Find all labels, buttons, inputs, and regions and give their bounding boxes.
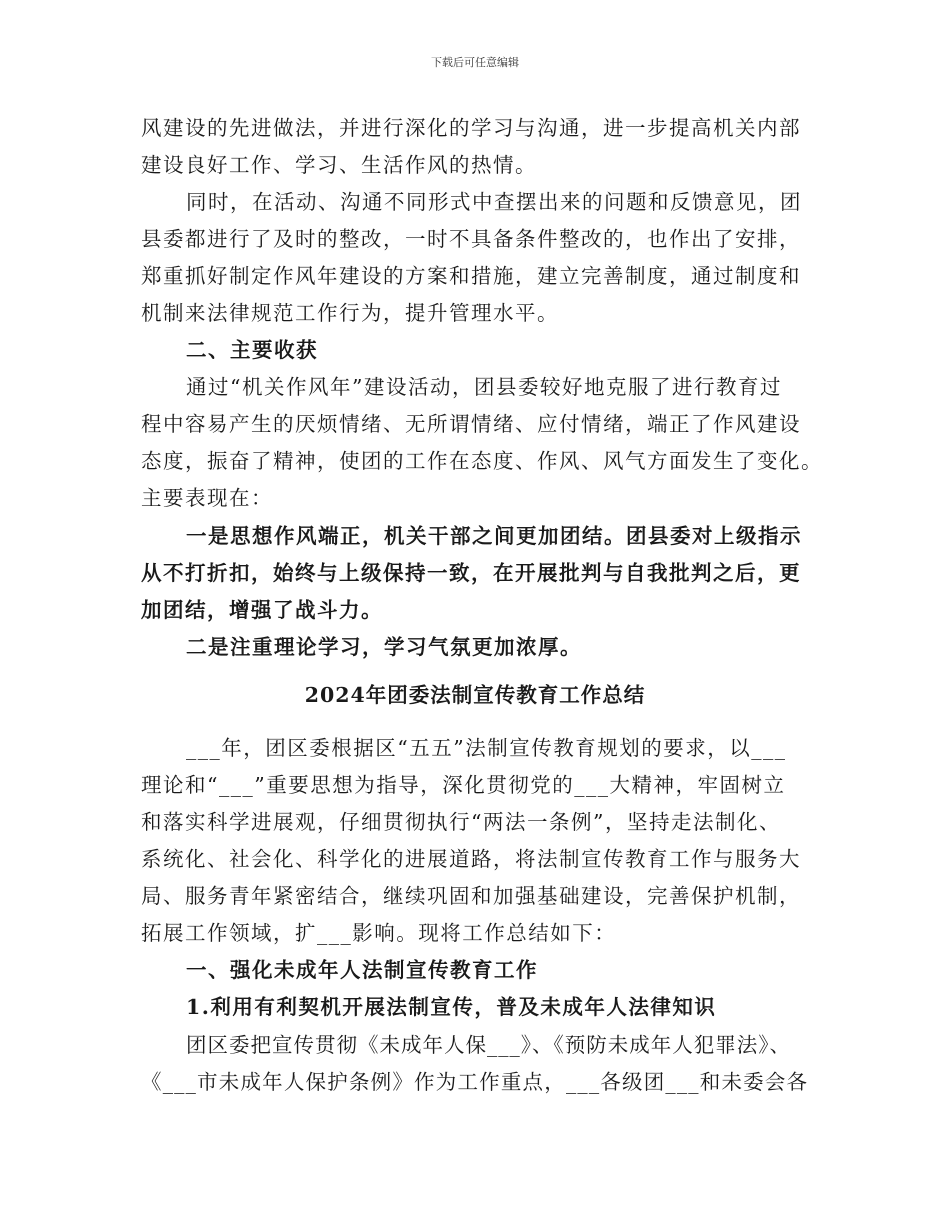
bold-paragraph-line: 加团结，增强了战斗力。 — [141, 598, 383, 622]
paragraph-line: 程中容易产生的厌烦情绪、无所谓情绪、应付情绪，端正了作风建设 — [141, 412, 801, 436]
paragraph-line: 风建设的先进做法，并进行深化的学习与沟通，进一步提高机关内部 — [141, 116, 801, 140]
paragraph-line: 态度，振奋了精神，使团的工作在态度、作风、风气方面发生了变化。 — [141, 449, 823, 473]
paragraph-line: 和落实科学进展观，仔细贯彻执行“两法一条例”，坚持走法制化、 — [141, 810, 781, 834]
paragraph-line: 机制来法律规范工作行为，提升管理水平。 — [141, 301, 559, 325]
paragraph-line: 局、服务青年紧密结合，继续巩固和加强基础建设，完善保护机制， — [141, 884, 801, 908]
document-title: 2024年团委法制宣传教育工作总结 — [304, 683, 646, 707]
paragraph-line: 《___市未成年人保护条例》作为工作重点，___各级团___和未委会各 — [141, 1070, 809, 1094]
paragraph-line: 郑重抓好制定作风年建设的方案和措施，建立完善制度，通过制度和 — [141, 264, 801, 288]
bold-paragraph-line: 一是思想作风端正，机关干部之间更加团结。团县委对上级指示 — [186, 524, 802, 548]
paragraph-line: 系统化、社会化、科学化的进展道路，将法制宣传教育工作与服务大 — [141, 847, 801, 871]
paragraph-line: 拓展工作领域，扩___影响。现将工作总结如下： — [141, 921, 617, 945]
bold-paragraph-line: 从不打折扣，始终与上级保持一致，在开展批判与自我批判之后，更 — [141, 561, 801, 585]
paragraph-line: 主要表现在： — [141, 486, 273, 510]
paragraph-line: 同时，在活动、沟通不同形式中查摆出来的问题和反馈意见，团 — [186, 190, 802, 214]
paragraph-line: 建设良好工作、学习、生活作风的热情。 — [141, 153, 537, 177]
paragraph-line: 通过“机关作风年”建设活动，团县委较好地克服了进行教育过 — [186, 375, 782, 399]
paragraph-line: ___年，团区委根据区“五五”法制宣传教育规划的要求，以___ — [186, 736, 787, 760]
section-heading: 一、强化未成年人法制宣传教育工作 — [186, 958, 538, 982]
paragraph-line: 理论和“___”重要思想为指导，深化贯彻党的___大精神，牢固树立 — [141, 773, 786, 797]
subsection-heading: 1.利用有利契机开展法制宣传，普及未成年人法律知识 — [186, 995, 717, 1019]
page-header: 下载后可任意编辑 — [431, 56, 519, 69]
paragraph-line: 团区委把宣传贯彻《未成年人保___》、《预防未成年人犯罪法》、 — [186, 1033, 791, 1057]
bold-paragraph-line: 二是注重理论学习，学习气氛更加浓厚。 — [186, 635, 582, 659]
paragraph-line: 县委都进行了及时的整改，一时不具备条件整改的，也作出了安排， — [141, 227, 801, 251]
section-heading: 二、主要收获 — [186, 338, 318, 362]
